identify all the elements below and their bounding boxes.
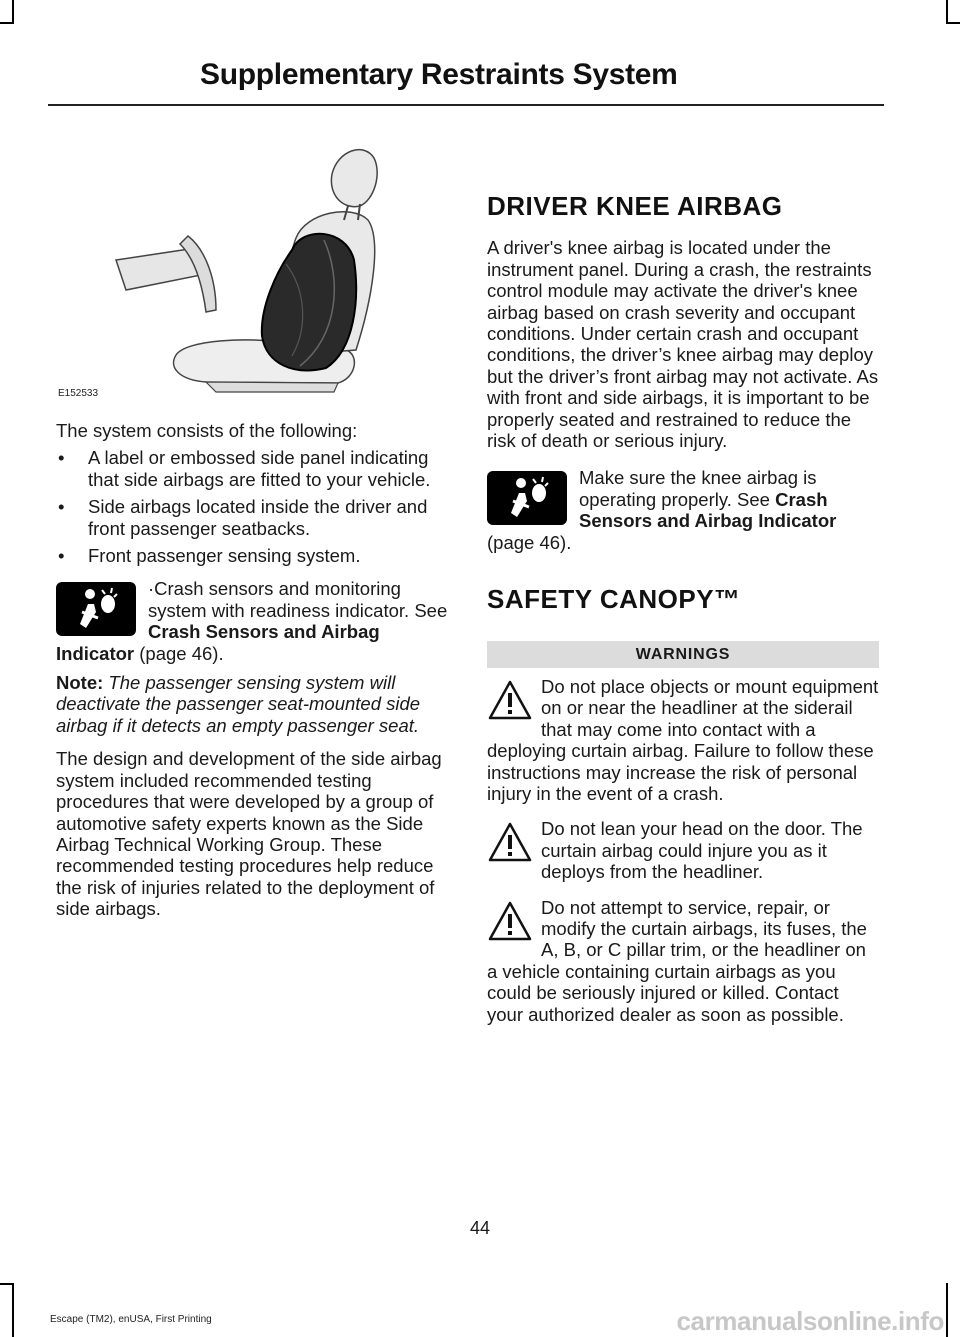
list-item-text: Side airbags located inside the driver and front passenger seatbacks. [88,496,428,539]
crash-sensors-link[interactable]: Crash Sensors and Airbag Indicator [56,621,380,664]
crash-sensors-link[interactable]: Crash Sensors and Airbag Indicator [579,488,837,532]
knee-check-block [487,467,879,553]
warnings-banner: WARNINGS [487,641,879,668]
seat-airbag-illustration [56,140,448,405]
design-paragraph: The design and development of the side airbag system included recommended testing procedures that were developed by a group of automotive safety experts known as the Side Airbag Technical Working Group. These recommended testing procedures help reduce the risk of injuries related to the deployment of side airbags. [56,748,442,920]
page-number: 44 [469,1218,491,1238]
note-text: The passenger sensing system will deactivate the passenger seat-mounted side airbag if it detects an empty passenger seat. [56,672,421,736]
warning-text: Do not attempt to service, repair, or modify the curtain airbags, its fuses, the A, B, or C pillar trim, or the headliner on a vehicle containing curtain airbags as you could be seriously injured or killed. Contact your authorized dealer as soon as possible. [487,896,867,1025]
warning-item [487,676,879,804]
crop-mark [946,0,948,24]
warning-text: Do not place objects or mount equipment on or near the headliner at the siderail that may come into contact with a deploying curtain airbag. Failure to follow these instructions may increase the risk of personal injury in the event of a crash. [487,675,879,804]
note-label: Note: [56,672,104,694]
knee-check-text: Make sure the knee airbag is operating properly. [579,467,817,510]
left-column [56,420,448,920]
bullet-marker: • [58,447,65,469]
list-item-text: Front passenger sensing system. [88,545,361,567]
list-item-text: A label or embossed side panel indicating that side airbags are fitted to your vehicle. [88,447,431,490]
warning-item [487,818,879,882]
knee-airbag-body: A driver's knee airbag is located under the instrument panel. During a crash, the restraints control module may activate the driver's knee airbag based on crash severity and occupant conditions. Under certain crash and occupant conditions, the driver’s knee airbag may deploy but the driver’s front airbag may not activate. As with front and side airbags, it is important to be properly seated and restrained to reduce the risk of death or serious injury. [487,237,879,452]
warning-text: Do not lean your head on the door. The curtain airbag could injure you as it deploys from the headliner. [541,818,863,883]
warning-triangle-icon [487,820,533,866]
crop-mark [0,1283,14,1285]
right-column [487,191,879,1025]
crop-mark [0,22,14,24]
crop-mark [946,1283,948,1337]
bullet-marker: • [58,545,65,567]
airbag-indicator-icon [56,582,136,636]
knee-airbag-heading: DRIVER KNEE AIRBAG [487,191,783,221]
crop-mark [946,22,960,24]
safety-canopy-heading: SAFETY CANOPY™ [487,584,741,615]
crash-sensors-text: ·Crash sensors and monitoring system with readiness indicator. [148,578,410,621]
footer-edition: Escape (TM2), enUSA, First Printing [50,1314,212,1325]
crop-mark [12,1283,14,1337]
list-item [56,545,448,566]
warning-triangle-icon [487,678,533,724]
see-label: See [737,488,770,510]
intro-text: The system consists of the following: [56,420,358,441]
page-reference: (page 46). [139,642,224,664]
airbag-indicator-icon [487,471,567,525]
figure-code: E152533 [58,388,99,399]
warning-triangle-icon [487,899,533,945]
header-divider [48,104,884,106]
page-header-title: Supplementary Restraints System [200,58,678,91]
crop-mark [12,0,14,24]
crash-sensors-block [56,578,448,664]
bullet-marker: • [58,496,65,518]
list-item [56,447,448,490]
warning-item [487,897,879,1025]
watermark-text: carmanualsonline.info [676,1306,944,1336]
note-paragraph [56,672,448,736]
page-reference: (page 46). [487,531,572,553]
see-label: See [414,599,448,621]
list-item [56,496,448,539]
